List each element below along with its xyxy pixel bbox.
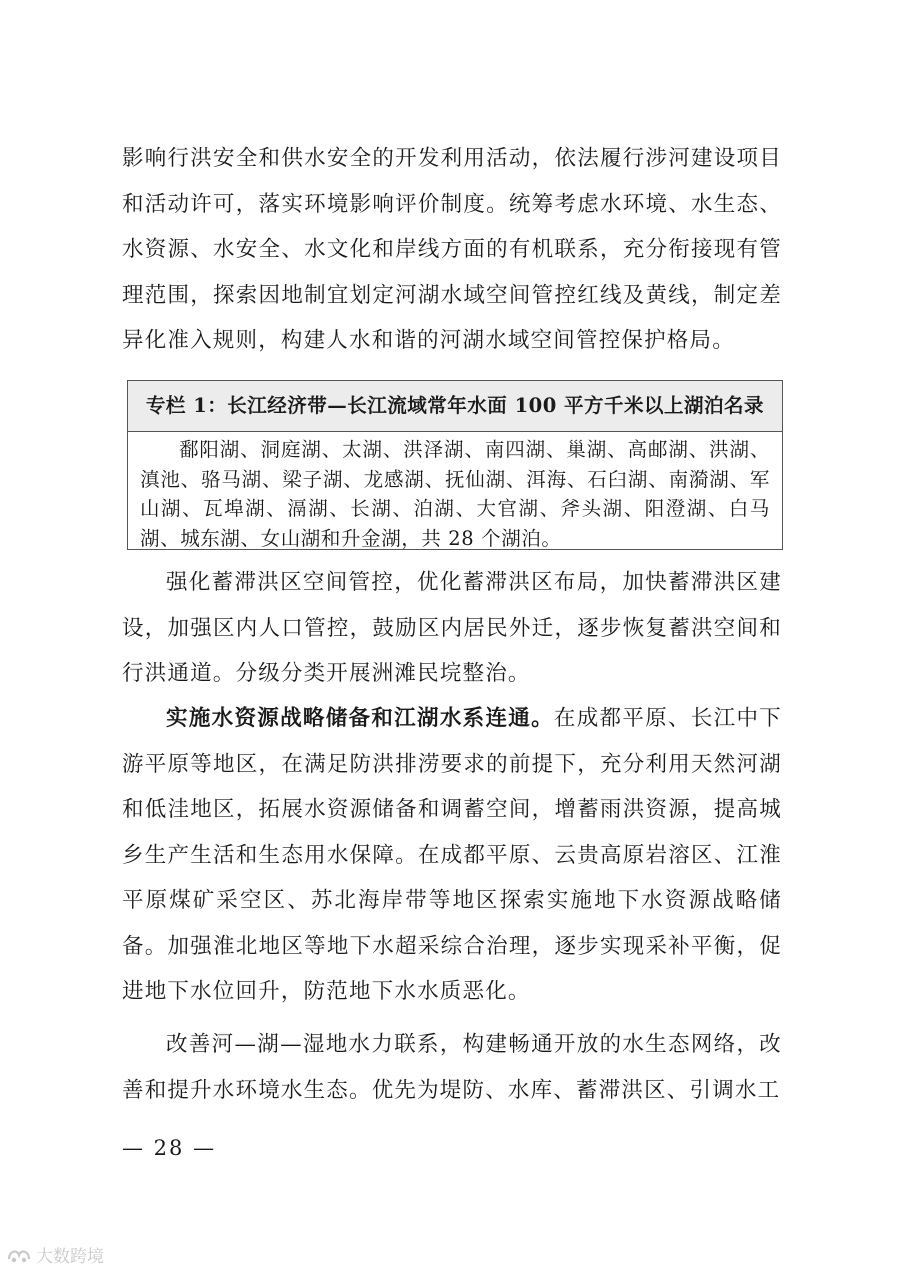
watermark-text: 大数跨境: [36, 1247, 104, 1267]
brand-logo-icon: [6, 1245, 32, 1265]
body-paragraph-1: 影响行洪安全和供水安全的开发利用活动，依法履行涉河建设项目和活动许可，落实环境影响评价制度。统筹考虑水环境、水生态、水资源、水安全、水文化和岸线方面的有机联系，充分衔接现有管理范围，探索因地制宜划定河湖水域空间管控红线及黄线，制定差异化准入规则，构建人水和谐的河湖水域空间管控保护格局。: [122, 146, 782, 353]
paragraph-3-text: 在成都平原、长江中下游平原等地区，在满足防洪排涝要求的前提下，充分利用天然河湖和低洼地区，拓展水资源储备和调蓄空间，增蓄雨洪资源，提高城乡生产生活和生态用水保障。在成都平原、云贵高原岩溶区、江淮平原煤矿采空区、苏北海岸带等地区探索实施地下水资源战略储备。加强淮北地区等地下水超采综合治理，逐步实现采补平衡，促进地下水位回升，防范地下水水质恶化。: [122, 706, 782, 1004]
column-box-body: 鄱阳湖、洞庭湖、太湖、洪泽湖、南四湖、巢湖、高邮湖、洪湖、滇池、骆马湖、梁子湖、龙感湖、抚仙湖、洱海、石臼湖、南漪湖、军山湖、瓦埠湖、滆湖、长湖、泊湖、大官湖、斧头湖、阳澄湖、白马湖、城东湖、女山湖和升金湖，共 28 个湖泊。: [140, 438, 770, 550]
paragraph-3-lead-heading: 实施水资源战略储备和江湖水系连通。: [166, 706, 554, 731]
body-paragraph-2: 强化蓄滞洪区空间管控，优化蓄滞洪区布局，加快蓄滞洪区建设，加强区内人口管控，鼓励区内居民外迁，逐步恢复蓄洪空间和行洪通道。分级分类开展洲滩民垸整治。: [122, 570, 782, 686]
page-number: — 28 —: [122, 1136, 217, 1160]
column-box: [127, 380, 783, 550]
watermark: [6, 1242, 104, 1267]
column-box-title: 专栏 1：长江经济带—长江流域常年水面 100 平方千米以上湖泊名录: [128, 381, 782, 432]
body-paragraph-4: 改善河—湖—湿地水力联系，构建畅通开放的水生态网络，改善和提升水环境水生态。优先为堤防、水库、蓄滞洪区、引调水工: [122, 1032, 782, 1103]
body-paragraph-3: [122, 696, 782, 1015]
